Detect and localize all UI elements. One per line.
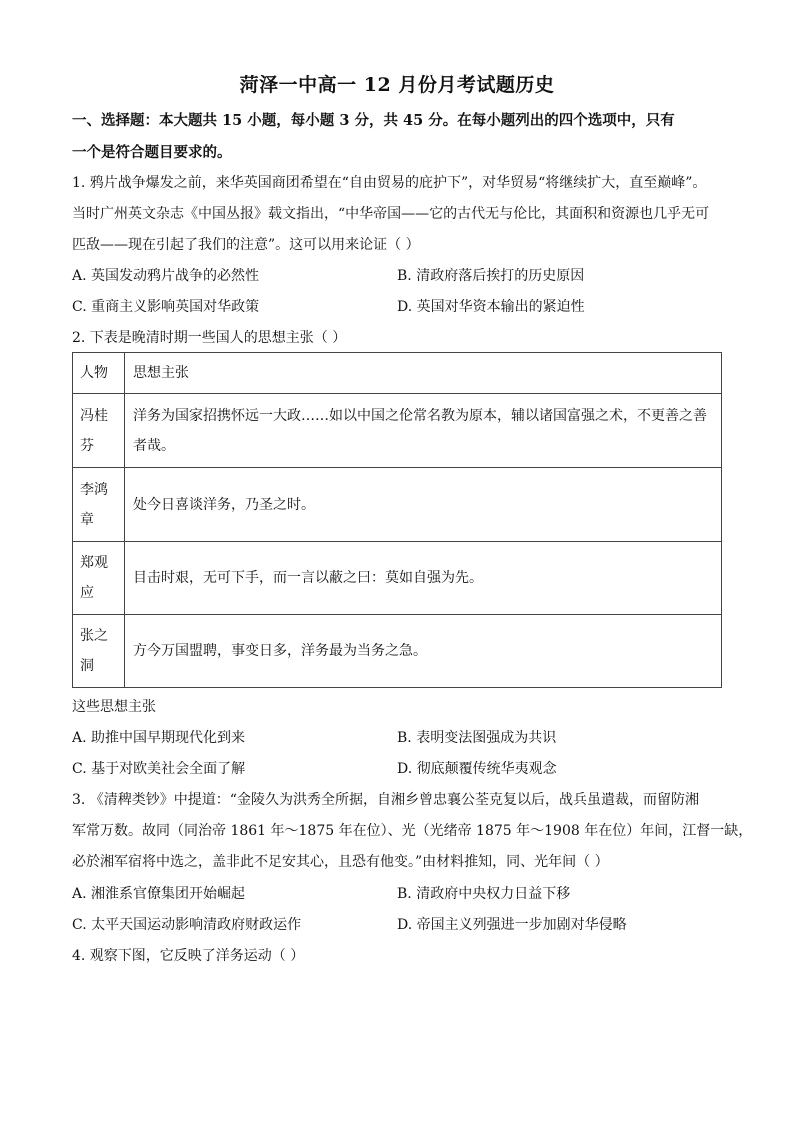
q1-stem-line-1: 1. 鸦片战争爆发之前，来华英国商团希望在“自由贸易的庇护下”，对华贸易“将继续扩大，直至巅峰”。 bbox=[72, 175, 707, 191]
section-instruction-line-2: 一个是符合题目要求的。 bbox=[72, 144, 232, 161]
q3-option-c: C. 太平天国运动影响清政府财政运作 bbox=[72, 917, 302, 933]
row-name bbox=[73, 468, 125, 542]
q3-stem-line-3: 必於湘军宿将中选之，盖非此不足安其心，且恐有他变。”由材料推知，同、光年间（ ） bbox=[72, 854, 609, 870]
table-row bbox=[73, 615, 722, 688]
q2-option-d: D. 彻底颠覆传统华夷观念 bbox=[397, 761, 557, 777]
q1-option-b: B. 清政府落后挨打的历史原因 bbox=[397, 268, 585, 284]
header-person: 人物 bbox=[73, 353, 125, 394]
q2-option-c: C. 基于对欧美社会全面了解 bbox=[72, 761, 246, 777]
row-name bbox=[73, 615, 125, 688]
q1-stem-line-3: 匹敌——现在引起了我们的注意”。这可以用来论证（ ） bbox=[72, 237, 420, 253]
table-row bbox=[73, 394, 722, 468]
row-thought: 目击时艰，无可下手，而一言以蔽之曰：莫如自强为先。 bbox=[125, 542, 722, 615]
q2-option-a: A. 助推中国早期现代化到来 bbox=[72, 730, 246, 746]
row-thought: 洋务为国家招携怀远一大政……如以中国之伦常名教为原本，辅以诸国富强之术，不更善之善者哉。 bbox=[125, 394, 722, 468]
q3-option-a: A. 湘淮系官僚集团开始崛起 bbox=[72, 886, 246, 902]
row-name bbox=[73, 394, 125, 468]
row-thought: 处今日喜谈洋务，乃圣之时。 bbox=[125, 468, 722, 542]
q3-stem-line-2: 军常万数。故同（同治帝 1861 年～1875 年在位）、光（光绪帝 1875 年～1908 年在位）年间，江督一缺， bbox=[72, 823, 753, 839]
q3-stem-line-1: 3. 《清稗类钞》中提道：“金陵久为洪秀全所据，自湘乡曾忠襄公荃克复以后，战兵虽遣裁，而留防湘 bbox=[72, 792, 699, 808]
name-part: 冯桂 bbox=[80, 407, 108, 424]
q2-after-table: 这些思想主张 bbox=[72, 699, 156, 715]
row-thought: 方今万国盟聘，事变日多，洋务最为当务之急。 bbox=[125, 615, 722, 688]
exam-title: 菏泽一中高一 12 月份月考试题历史 bbox=[239, 74, 555, 96]
q3-option-b: B. 清政府中央权力日益下移 bbox=[397, 886, 571, 902]
q3-option-d: D. 帝国主义列强进一步加剧对华侵略 bbox=[397, 917, 627, 933]
thought-table bbox=[72, 352, 722, 688]
name-part: 郑观 bbox=[80, 555, 108, 571]
name-part: 章 bbox=[80, 511, 94, 528]
table-row bbox=[73, 542, 722, 615]
q2-option-b: B. 表明变法图强成为共识 bbox=[397, 730, 557, 746]
q4-stem: 4. 观察下图，它反映了洋务运动（ ） bbox=[72, 948, 305, 964]
q1-option-c: C. 重商主义影响英国对华政策 bbox=[72, 299, 260, 315]
q1-option-a: A. 英国发动鸦片战争的必然性 bbox=[72, 268, 260, 284]
table-row bbox=[73, 468, 722, 542]
section-instruction-line-1: 一、选择题：本大题共 15 小题，每小题 3 分，共 45 分。在每小题列出的四个选项中，只有 bbox=[72, 112, 675, 129]
name-part: 洞 bbox=[80, 658, 94, 674]
name-part: 李鸿 bbox=[80, 481, 108, 498]
q2-stem: 2. 下表是晚清时期一些国人的思想主张（ ） bbox=[72, 330, 347, 346]
q1-stem-line-2: 当时广州英文杂志《中国丛报》载文指出，“中华帝国——它的古代无与伦比，其面积和资源也几乎无可 bbox=[72, 206, 710, 222]
name-part: 芬 bbox=[80, 437, 94, 454]
header-thought: 思想主张 bbox=[125, 353, 722, 394]
name-part: 应 bbox=[80, 585, 94, 601]
row-name bbox=[73, 542, 125, 615]
table-header-row bbox=[73, 353, 722, 394]
q1-option-d: D. 英国对华资本输出的紧迫性 bbox=[397, 299, 585, 315]
name-part: 张之 bbox=[80, 628, 108, 644]
